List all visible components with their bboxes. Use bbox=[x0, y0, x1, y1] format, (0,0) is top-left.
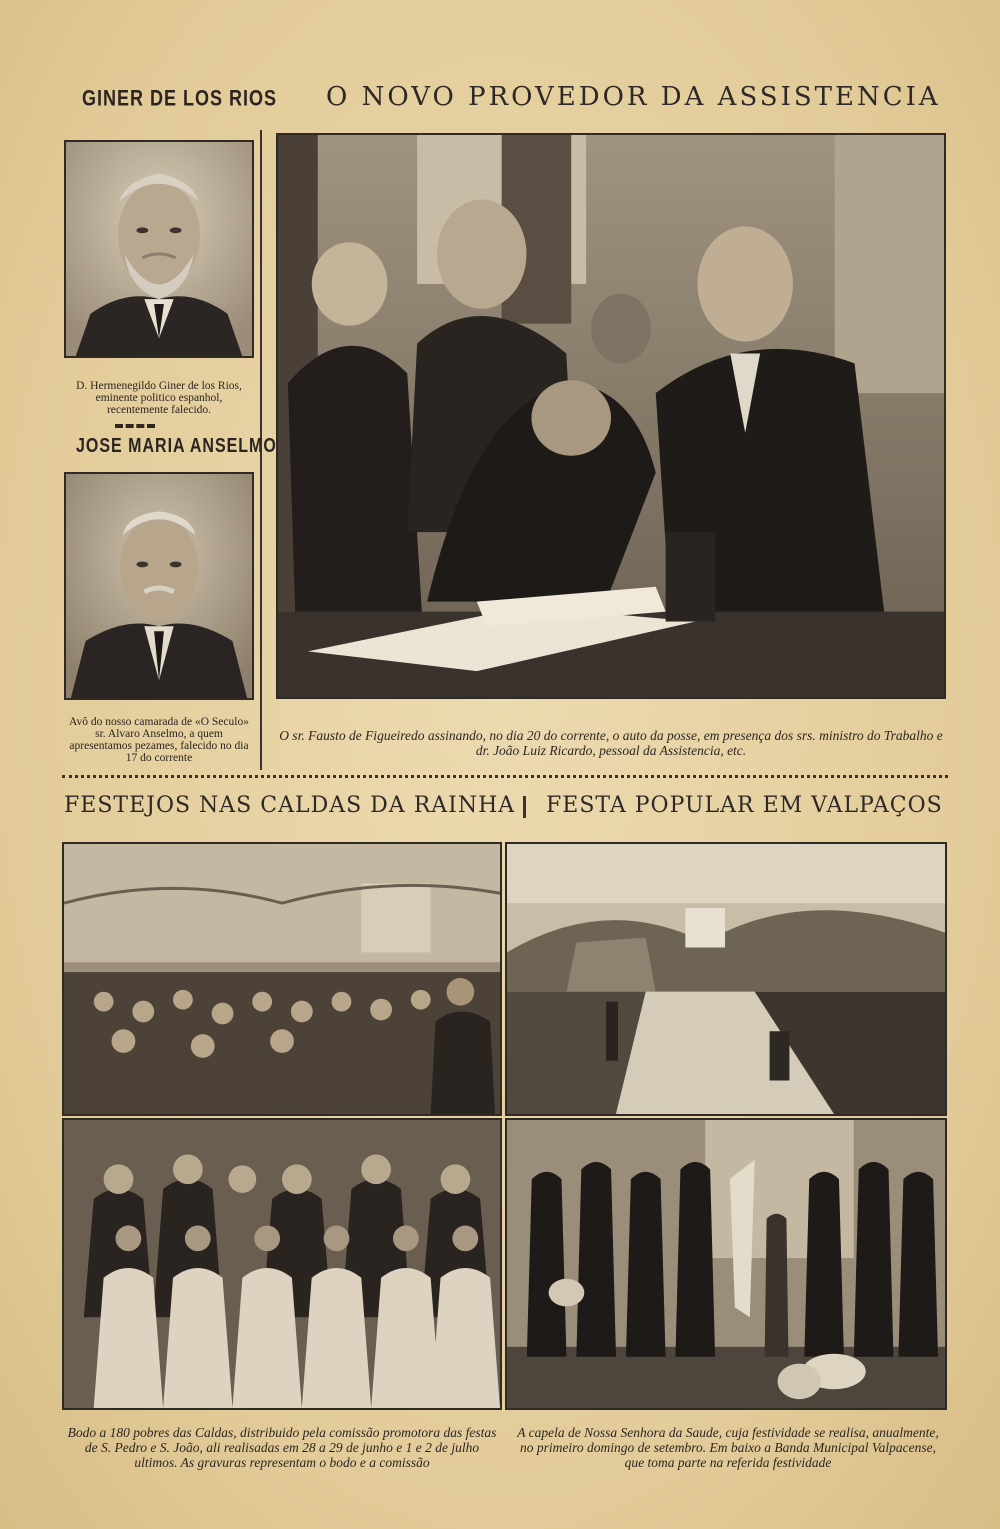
valpacos-title: FESTA POPULAR EM VALPAÇOS bbox=[546, 793, 943, 818]
valpacos-band-photo bbox=[505, 1118, 947, 1410]
caldas-comissao-photo bbox=[62, 1118, 502, 1410]
page-title: O NOVO PROVEDOR DA ASSISTENCIA bbox=[326, 82, 941, 112]
valpacos-chapel-photo bbox=[505, 842, 947, 1116]
caldas-bodo-photo bbox=[62, 842, 502, 1116]
caldas-caption: Bodo a 180 pobres das Caldas, distribuido pela comissão promotora das festas de S. Pedro e S. João, ali realisadas em 28 a 29 de junho e 1 e 2 de julho ultimos. As gravuras representam o bodo e a comissão bbox=[67, 1425, 497, 1470]
section-divider bbox=[62, 775, 948, 778]
anselmo-caption: Avô do nosso camarada de «O Seculo» sr. Alvaro Anselmo, a quem apresentamos pezames, falecido no dia 17 do corrente bbox=[69, 716, 249, 764]
main-photo-caption: O sr. Fausto de Figueiredo assinando, no dia 20 do corrente, o auto da posse, em presença dos srs. ministro do Trabalho e dr. João Luiz Ricardo, pessoal da Assistencia, etc. bbox=[279, 728, 943, 758]
heading-separator bbox=[523, 796, 526, 818]
ornament-divider bbox=[115, 424, 155, 428]
anselmo-portrait bbox=[64, 472, 254, 700]
giner-heading: GINER DE LOS RIOS bbox=[82, 85, 278, 111]
anselmo-heading: JOSE MARIA ANSELMO bbox=[76, 435, 277, 457]
giner-portrait bbox=[64, 140, 254, 358]
main-photo-signing bbox=[276, 133, 946, 699]
caldas-title: FESTEJOS NAS CALDAS DA RAINHA bbox=[64, 793, 516, 818]
giner-caption: D. Hermenegildo Giner de los Rios, eminente politico espanhol, recentemente falecido. bbox=[76, 380, 242, 416]
valpacos-caption: A capela de Nossa Senhora da Saude, cuja festividade se realisa, anualmente, no primeiro domingo de setembro. Em baixo a Banda Municipal Valpacense, que toma parte na referida festividade bbox=[517, 1425, 939, 1470]
